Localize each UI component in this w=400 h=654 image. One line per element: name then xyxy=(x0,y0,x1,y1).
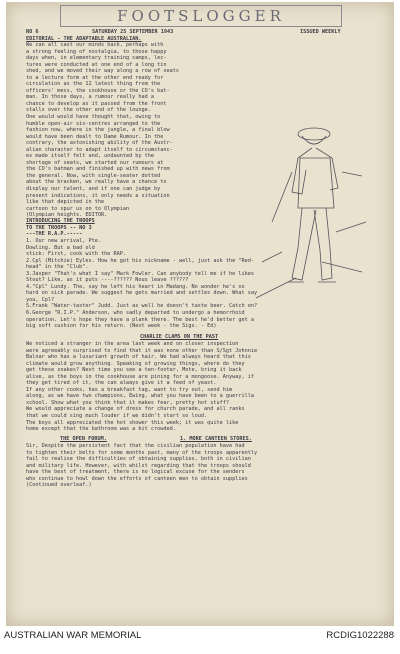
text-line: were agreeably surprised to find that it was none other than S/Sgt Johnnie xyxy=(26,347,258,354)
text-line: 1. Our new arrival, Pte. xyxy=(26,238,101,244)
text-line: The boys all appreciated the hot shower this week; it was quite like xyxy=(26,419,239,426)
charlie-body xyxy=(26,341,364,433)
text-line: Dowling. But a bad old xyxy=(26,244,95,251)
footer-record-id: RCDIG1022288 xyxy=(326,630,394,641)
text-line: to a lecture form at the other end ready for xyxy=(26,74,164,81)
text-line: circulation as the 12 latest thing from the xyxy=(26,81,161,88)
text-line: shortage of seats, we started our rumours at xyxy=(26,159,164,166)
issue-issued: ISSUED WEEKLY xyxy=(300,29,341,35)
forum-body xyxy=(26,443,364,489)
text-line: who continue to howl down the efforts of canteen men to obtain supplies xyxy=(26,475,248,482)
issue-number: NO 6 xyxy=(26,29,39,35)
text-line: about the bracken, we really have a chance to xyxy=(26,179,167,186)
text-line: that we could sing much louder if we didn't start so loud. xyxy=(26,413,208,420)
text-line: officers' mess, the cookhouse or the CO's bat- xyxy=(26,87,170,94)
text-line: home except that the bathroom was a bit crowded. xyxy=(26,426,176,433)
text-line: Balnar who has a luxuriant growth of hair. We had always heard that this xyxy=(26,354,251,361)
text-line: man. In those days, a rumour really had a xyxy=(26,94,155,101)
text-line: school. Show what you think that it makes fear, pretty hot stuff? xyxy=(26,399,230,406)
text-line: One would would have thought that, owing to xyxy=(26,114,161,121)
forum-subheading: 1. MORE CANTEEN STORES. xyxy=(180,436,252,442)
text-line: (Olympian heights. EDITOR. xyxy=(26,212,108,219)
text-line: shed, and we moved their way along a row of seats xyxy=(26,68,180,75)
text-line: along, as we have two champions, Ewing, what you have been to a guerrilla xyxy=(26,393,254,400)
text-line: hard on sick parade. We suggest he gets married and settles down. What say xyxy=(26,290,258,297)
text-line: get these snakes? Next time you see a ten-footer, Mote, bring it back xyxy=(26,367,242,374)
text-line: cartoon to spur us on to Olympian xyxy=(26,205,130,212)
text-line: they get tired of it, the can always give it a feed of yeast. xyxy=(26,380,217,387)
text-line: (Continued overleaf.) xyxy=(26,482,92,489)
text-line: present indications, it only needs a situation xyxy=(26,192,170,199)
text-line: operation. Let's hope they have a plank there. The best he'd better get a xyxy=(26,316,254,323)
text-line: head" in the "Club". xyxy=(26,264,89,271)
text-line: alive, as the boys in the cookhouse are pining for a mongoose. Anyway, if xyxy=(26,373,254,380)
text-line: days when, in elementary training camps, lec- xyxy=(26,55,167,62)
text-line: 2.Cpl (Mitchie) Eyles. How he got his nickname - well, just ask the "Red- xyxy=(26,257,254,264)
text-line: have the best of treatment, there is no logical excuse for the senders xyxy=(26,469,245,476)
text-line: display our talent, and if one can judge by xyxy=(26,186,161,193)
editorial-body xyxy=(26,42,248,219)
text-line: would have been dealt to Dame Rumour. In the xyxy=(26,133,164,140)
troops-subheading-rap: ---THE R.A.P.----- xyxy=(26,231,83,237)
masthead-title: FOOTSLOGGER xyxy=(60,5,342,27)
troops-heading: INTRODUCING THE TROOPS xyxy=(26,218,95,224)
text-line: a strong feeling of nostalgia, to those happy xyxy=(26,48,167,55)
text-line: fashion now, where in the jungle, a final blow xyxy=(26,127,170,134)
text-line: to tighten their belts for some months past, many of the troops apparently xyxy=(26,449,258,456)
forum-heading: THE OPEN FORUM. xyxy=(60,436,107,442)
charlie-heading: CHARLIE CLAMS ON THE PAST xyxy=(140,334,219,340)
text-line: 6.George "R.I.P." Anderson, who sadly departed to undergo a hemorrhoid xyxy=(26,310,245,317)
text-line: stick: First, cook with the RAP. xyxy=(26,251,126,258)
editorial-heading: EDITORIAL - THE ADAPTABLE AUSTRALIAN. xyxy=(26,36,142,42)
troops-body xyxy=(26,238,364,330)
text-line: es made itself felt and, undaunted by the xyxy=(26,153,155,160)
text-line: the CO's batman and finished up with news from xyxy=(26,166,170,173)
text-line: We noticed a stranger in the area last week and on closer inspection xyxy=(26,341,239,347)
text-line: humble open-air six-centres arranged to the xyxy=(26,120,161,127)
text-line: If any other cooks, has a breakfast tag, want to try out, send him xyxy=(26,386,233,393)
text-line: Stout? Like, as it puts ----?????? Nous leave ?????? xyxy=(26,277,189,284)
text-line: fail to realise the difficulties of obtaining supplies, both in civilian xyxy=(26,456,251,463)
text-line: 3.Jasper "That's what I say" Mark Fowler. Can anybody tell me if he likes xyxy=(26,270,254,277)
footer-archive-name: AUSTRALIAN WAR MEMORIAL xyxy=(4,630,142,641)
text-line: like that depicted in the xyxy=(26,199,105,206)
text-line: tures were conducted at one end of a long tin xyxy=(26,61,167,68)
text-line: We can all cast our minds back, perhaps with xyxy=(26,42,164,48)
text-line: Sir, Despite the persistent fact that the civilian population have had xyxy=(26,443,245,449)
text-line: chance to develop as it passed from the front xyxy=(26,100,167,107)
text-line: stalls over the other end of the lounge. xyxy=(26,107,151,114)
text-line: 5.Frank "Water-taster" Judd. Just as well he doesn't taste beer. Catch on? xyxy=(26,303,258,310)
text-line: 4."Cpl" Lundy. The, say he left his heart in Madang. No wonder he's so xyxy=(26,283,245,290)
troops-subheading: TO THE TROOPS -- NO 3 xyxy=(26,224,92,231)
text-line: We would appreciate a change of dress for church parade, and all ranks xyxy=(26,406,245,413)
text-line: and military life. However, with whilst regarding that the troops should xyxy=(26,462,251,469)
text-line: you, Cpl? xyxy=(26,296,55,303)
text-line: alian character to adapt itself to circumstanc- xyxy=(26,146,173,153)
text-line: contrary, the astonishing ability of the Austr- xyxy=(26,140,173,147)
text-line: climate would grow anything. Speaking of growing things, where do they xyxy=(26,360,245,367)
text-line: big soft cushion for his return. (Next week - the Sigs. - Ed) xyxy=(26,323,217,330)
issue-date: SATURDAY 25 SEPTEMBER 1943 xyxy=(92,29,174,35)
text-line: the general. Now, with single-seater dotted xyxy=(26,172,161,179)
